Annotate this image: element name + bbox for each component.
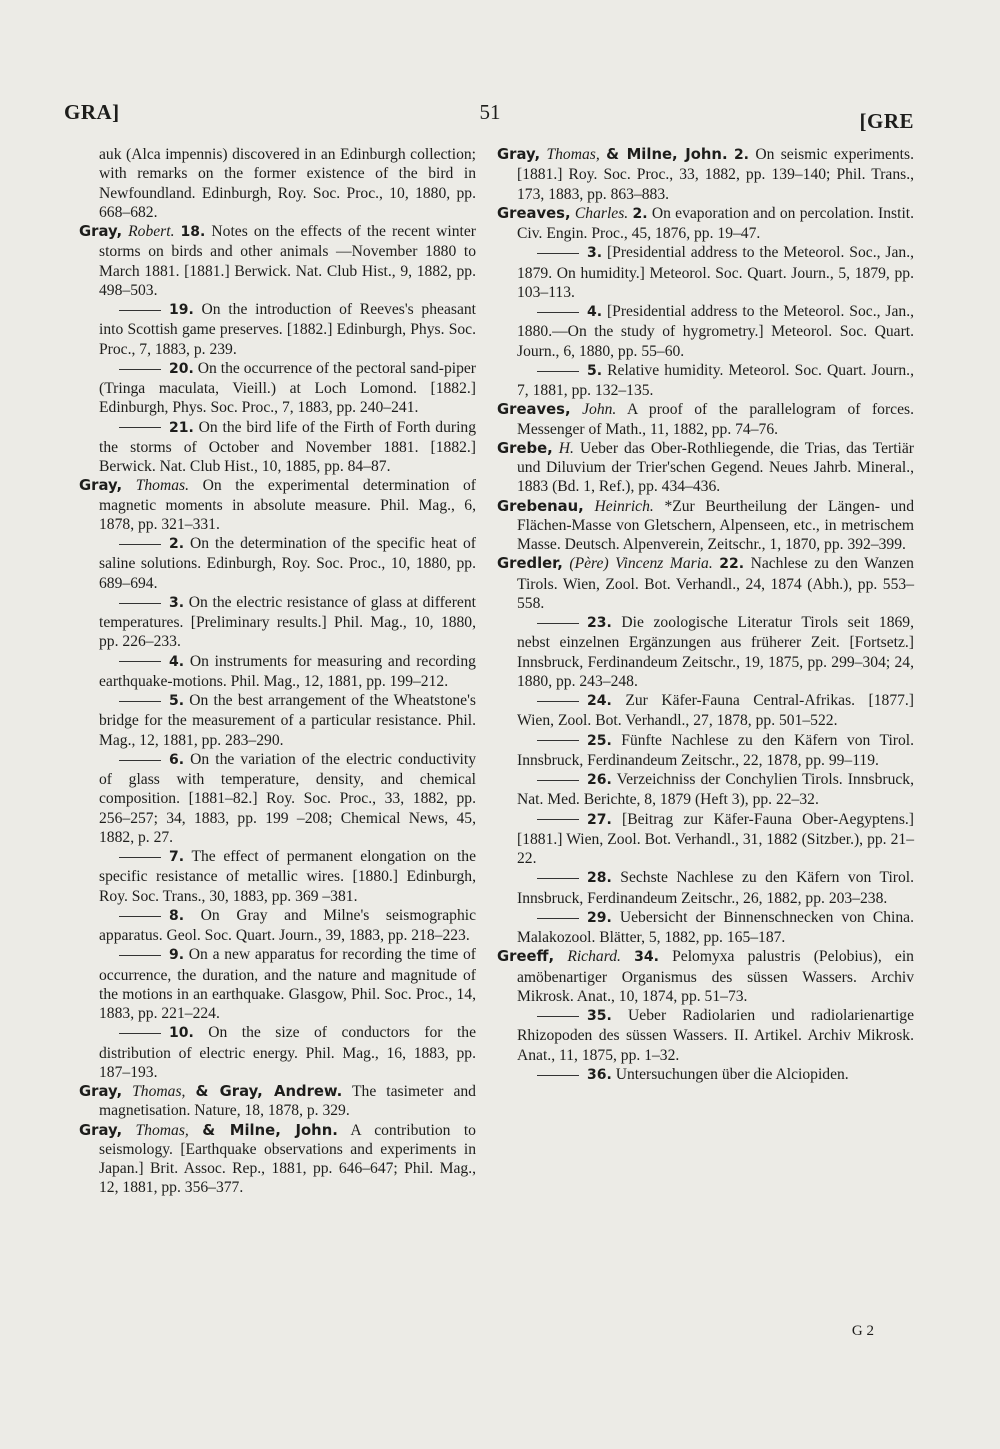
bibliography-entry: [79, 945, 476, 1023]
entry-text: On the introduction of Reeves's pheasant into Scottish game preserves. [1882.] Edinburgh, Phys. Soc. Proc., 7, 1883, p. 239.: [99, 301, 476, 358]
entry-text: Ueber Radiolarien und radiolarienartige Rhizopoden des süssen Wassers. II. Artikel. Archiv Mikrosk. Anat., 11, 1875, pp. 1–32.: [517, 1007, 914, 1064]
ditto-dash: [119, 857, 161, 858]
author-forename: Thomas,: [132, 1083, 186, 1100]
left-column: [79, 145, 476, 1198]
entry-number: 24.: [587, 693, 612, 709]
ditto-dash: [537, 740, 579, 741]
bibliography-entry: [497, 810, 914, 869]
entry-text: On Gray and Milne's seismographic apparatus. Geol. Soc. Quart. Journ., 39, 1883, pp. 218–223.: [99, 906, 477, 944]
entry-number: 34.: [634, 949, 659, 966]
entry-number: 4.: [587, 304, 603, 320]
ditto-dash: [119, 544, 161, 545]
ditto-dash: [537, 1075, 579, 1076]
entry-number: 28.: [587, 870, 612, 887]
ditto-dash: [537, 819, 579, 820]
running-head-left: GRA]: [64, 100, 120, 124]
entry-number: 29.: [587, 909, 612, 926]
author-forename: Robert.: [128, 223, 175, 240]
entry-text: auk (Alca impennis) discovered in an Edinburgh collection; with remarks on the former existence of the bird in Newfoundland. Edinburgh, Roy. Soc. Proc., 10, 1880, pp. 668–682.: [99, 146, 476, 221]
author-surname: Gredler,: [497, 555, 563, 573]
entry-text: On evaporation and on percolation. Instit. Civ. Engin. Proc., 45, 1876, pp. 19–47.: [517, 204, 915, 242]
bibliography-entry: [79, 1023, 476, 1082]
author-surname: Gray,: [79, 1121, 123, 1139]
entry-number: 3.: [169, 594, 185, 611]
author-forename: Thomas,: [546, 146, 600, 163]
ditto-dash: [537, 312, 579, 313]
entry-number: 27.: [587, 811, 612, 828]
entry-number: 26.: [587, 772, 612, 788]
author-surname: Gray,: [79, 223, 123, 240]
entry-number: 20.: [169, 360, 194, 377]
ditto-dash: [119, 916, 161, 917]
entry-number: 21.: [169, 419, 194, 436]
author-surname: Greeff,: [497, 948, 555, 966]
entry-text: Notes on the effects of the recent winter storms on birds and other animals —November 1880 to March 1881. [1881.] Berwick. Nat. Club Hist., 9, 1882, pp. 498–503.: [99, 223, 476, 299]
bibliography-entry: [497, 731, 914, 771]
ditto-dash: [119, 661, 161, 662]
ditto-dash: [537, 918, 579, 919]
entry-number: 2.: [733, 147, 749, 163]
ditto-dash: [119, 701, 161, 702]
author-forename: (Père) Vincenz Maria.: [569, 555, 713, 573]
author-forename: Heinrich.: [594, 497, 654, 515]
entry-number: 3.: [587, 245, 603, 262]
entry-text: [Presidential address to the Meteorol. Soc., Jan., 1880.—On the study of hygrometry.] Meteorol. Soc. Quart. Journ., 6, 1880, pp. 55–60.: [517, 303, 914, 360]
entry-number: 8.: [169, 907, 185, 924]
entry-text: [Presidential address to the Meteorol. Soc., Jan., 1879. On humidity.] Meteorol. Soc. Quart. Journ., 5, 1879, pp. 103–113.: [517, 244, 914, 301]
ditto-dash: [119, 1033, 161, 1034]
entry-text: Verzeichniss der Conchylien Tirols. Innsbruck, Nat. Med. Berichte, 8, 1879 (Heft 3), pp. 22–32.: [517, 771, 914, 809]
bibliography-entry: [497, 1065, 914, 1085]
author-surname: Greaves,: [497, 204, 571, 222]
bibliography-entry: [79, 222, 476, 300]
author-forename: Charles.: [574, 204, 629, 222]
entry-text: Pelomyxa palustris (Pelobius), ein amöbenartiger Organismus des süssen Wassers. Archiv Mikrosk. Anat., 10, 1874, pp. 51–73.: [517, 948, 914, 1005]
ditto-dash: [119, 760, 161, 761]
bibliography-entry: [79, 476, 476, 534]
bibliography-entry: [79, 847, 476, 906]
entry-number: 5.: [587, 362, 603, 379]
entry-text: Zur Käfer-Fauna Central-Afrikas. [1877.] Wien, Zool. Bot. Verhandl., 27, 1878, pp. 501–522.: [517, 692, 914, 730]
entry-text: On the bird life of the Firth of Forth during the storms of October and November 1881. [1882.] Berwick. Nat. Club Hist., 10, 1885, pp. 84–87.: [99, 418, 476, 475]
author-forename: Richard.: [567, 948, 621, 966]
entry-number: 4.: [169, 653, 185, 670]
bibliography-entry: [79, 145, 476, 222]
bibliography-entry: [79, 1121, 476, 1198]
entry-text: On the determination of the specific heat of saline solutions. Edinburgh, Roy. Soc. Proc., 10, 1880, pp. 689–694.: [99, 535, 476, 592]
co-author: & Milne, John.: [606, 146, 728, 163]
bibliography-entry: [79, 593, 476, 652]
entry-number: 19.: [169, 302, 194, 318]
entry-text: On seismic experiments. [1881.] Roy. Soc. Proc., 33, 1882, pp. 139–140; Phil. Trans., 173, 1883, pp. 863–883.: [517, 146, 914, 203]
bibliography-entry: [497, 770, 914, 810]
entry-text: Fünfte Nachlese zu den Käfern von Tirol. Innsbruck, Ferdinandeum Zeitschr., 22, 1878, pp. 99–119.: [517, 731, 914, 769]
ditto-dash: [119, 310, 161, 311]
bibliography-entry: [497, 1006, 914, 1065]
entry-text: On a new apparatus for recording the time of occurrence, the duration, and the nature and magnitude of the motions in an earthquake. Glasgow, Phil. Soc. Proc., 14, 1883, pp. 221–224.: [99, 946, 476, 1022]
entry-text: On the variation of the electric conductivity of glass with temperature, density, and chemical composition. [1881–82.] Roy. Soc. Proc., 33, 1882, pp. 256–257; 34, 1883, pp. 199 –208; Chemical News, 45, 1882, p. 27.: [99, 750, 476, 846]
entry-number: 2.: [632, 205, 648, 222]
co-author: & Gray, Andrew.: [195, 1083, 343, 1100]
bibliography-entry: [79, 534, 476, 593]
entry-text: On the occurrence of the pectoral sand-piper (Tringa maculata, Vieill.) at Loch Lomond. [1882.] Edinburgh, Phys. Soc. Proc., 7, 1883, pp. 240–241.: [99, 359, 476, 417]
ditto-dash: [119, 603, 161, 604]
bibliography-entry: [497, 400, 914, 439]
entry-text: The tasimeter and magnetisation. Nature, 18, 1878, p. 329.: [99, 1083, 476, 1120]
running-head-right: [GRE: [859, 109, 914, 133]
entry-text: Sechste Nachlese zu den Käfern von Tirol. Innsbruck, Ferdinandeum Zeitschr., 26, 1882, pp. 203–238.: [517, 869, 914, 907]
ditto-dash: [537, 780, 579, 781]
entry-number: 35.: [587, 1008, 612, 1024]
entry-number: 23.: [587, 615, 612, 631]
author-surname: Gray,: [79, 477, 123, 495]
entry-text: Relative humidity. Meteorol. Soc. Quart. Journ., 7, 1881, pp. 132–135.: [517, 361, 914, 399]
entry-text: Die zoologische Literatur Tirols seit 1869, nebst einzelnen Ergänzungen aus früherer Zeit. [Fortsetz.] Innsbruck, Ferdinandeum Zeitschr., 19, 1875, pp. 299–304; 24, 1880, pp. 243–248.: [517, 614, 914, 690]
bibliography-entry: [79, 1082, 476, 1121]
bibliography-entry: [79, 750, 476, 847]
entry-text: On the size of conductors for the distribution of electric energy. Phil. Mag., 16, 1883, pp. 187–193.: [99, 1024, 477, 1081]
right-column: [497, 145, 914, 1085]
entry-text: [Beitrag zur Käfer-Fauna Ober-Aegyptens.] [1881.] Wien, Zool. Bot. Verhandl., 31, 1882 (Sitzber.), pp. 21–22.: [517, 810, 914, 867]
bibliography-entry: [79, 691, 476, 750]
entry-number: 9.: [169, 947, 185, 964]
page-number: 51: [479, 100, 501, 124]
author-forename: H.: [558, 439, 574, 457]
author-surname: Gray,: [497, 146, 541, 163]
entry-text: Untersuchungen über die Alciopiden.: [615, 1065, 849, 1083]
bibliography-entry: [497, 613, 914, 691]
bibliography-entry: [497, 361, 914, 401]
bibliography-entry: [497, 439, 914, 497]
entry-text: A contribution to seismology. [Earthquake observations and experiments in Japan.] Brit. Assoc. Rep., 1881, pp. 646–647; Phil. Mag., 12, 1881, pp. 356–377.: [99, 1121, 476, 1197]
entry-text: A proof of the parallelogram of forces. Messenger of Math., 11, 1882, pp. 74–76.: [517, 401, 914, 438]
bibliography-entry: [79, 652, 476, 692]
ditto-dash: [119, 369, 161, 370]
bibliography-entry: [79, 300, 476, 359]
entry-text: On the experimental determination of magnetic moments in absolute measure. Phil. Mag., 6, 1878, pp. 321–331.: [99, 477, 476, 533]
bibliography-entry: [497, 868, 914, 908]
bibliography-entry: [497, 204, 914, 244]
entry-number: 7.: [169, 849, 185, 865]
entry-text: Ueber das Ober-Rothliegende, die Trias, das Tertiär und Diluvium der Trier'schen Gegend. Neues Jahrb. Mineral., 1883 (Bd. 1, Ref.), pp. 434–436.: [517, 439, 914, 496]
entry-text: On the electric resistance of glass at different temperatures. [Preliminary results.] Phil. Mag., 10, 1880, pp. 226–233.: [99, 593, 476, 651]
bibliography-entry: [497, 302, 914, 361]
author-forename: Thomas,: [135, 1121, 189, 1139]
author-surname: Greaves,: [497, 401, 571, 419]
ditto-dash: [119, 955, 161, 956]
bibliography-entry: [79, 906, 476, 946]
entry-number: 5.: [169, 693, 185, 709]
author-surname: Gray,: [79, 1083, 123, 1100]
bibliography-entry: [497, 691, 914, 731]
entry-number: 18.: [180, 224, 206, 240]
entry-text: The effect of permanent elongation on the specific resistance of metallic wires. [1880.] Edinburgh, Roy. Soc. Trans., 30, 1883, pp. 369 –381.: [99, 848, 476, 905]
ditto-dash: [537, 878, 579, 879]
author-forename: John.: [582, 401, 617, 419]
bibliography-entry: [497, 145, 914, 204]
entry-text: On instruments for measuring and recording earthquake-motions. Phil. Mag., 12, 1881, pp. 199–212.: [99, 652, 476, 690]
entry-text: On the best arrangement of the Wheatstone's bridge for the measurement of a particular resistance. Phil. Mag., 12, 1881, pp. 283–290.: [99, 692, 476, 749]
entry-number: 22.: [719, 556, 745, 573]
bibliography-entry: [497, 908, 914, 948]
bibliography-entry: [497, 497, 914, 555]
bibliography-entry: [497, 243, 914, 302]
author-surname: Grebe,: [497, 439, 553, 457]
co-author: & Milne, John.: [202, 1121, 338, 1139]
entry-number: 6.: [169, 751, 185, 768]
entry-number: 2.: [169, 536, 185, 552]
ditto-dash: [537, 623, 579, 624]
entry-number: 25.: [587, 732, 612, 749]
author-forename: Thomas.: [135, 477, 189, 495]
entry-text: Uebersicht der Binnenschnecken von China. Malakozool. Blätter, 5, 1882, pp. 165–187.: [517, 908, 914, 946]
signature-mark: G 2: [851, 1323, 874, 1339]
bibliography-entry: [497, 947, 914, 1006]
bibliography-entry: [79, 418, 476, 477]
ditto-dash: [537, 1016, 579, 1017]
entry-number: 10.: [169, 1025, 194, 1042]
ditto-dash: [537, 701, 579, 702]
bibliography-entry: [497, 554, 914, 613]
entry-number: 36.: [587, 1066, 612, 1083]
ditto-dash: [537, 253, 579, 254]
entry-text: *Zur Beurtheilung der Längen- und Flächen-Masse von Gletschern, Alpenseen, etc., in metrischem Masse. Deutsch. Alpenverein, Zeitschr., 1, 1870, pp. 392–399.: [517, 497, 915, 553]
ditto-dash: [119, 427, 161, 428]
bibliography-entry: [79, 359, 476, 418]
author-surname: Grebenau,: [497, 497, 584, 515]
ditto-dash: [537, 371, 579, 372]
entry-text: Nachlese zu den Wanzen Tirols. Wien, Zool. Bot. Verhandl., 24, 1874 (Abh.), pp. 553–558.: [517, 555, 914, 612]
